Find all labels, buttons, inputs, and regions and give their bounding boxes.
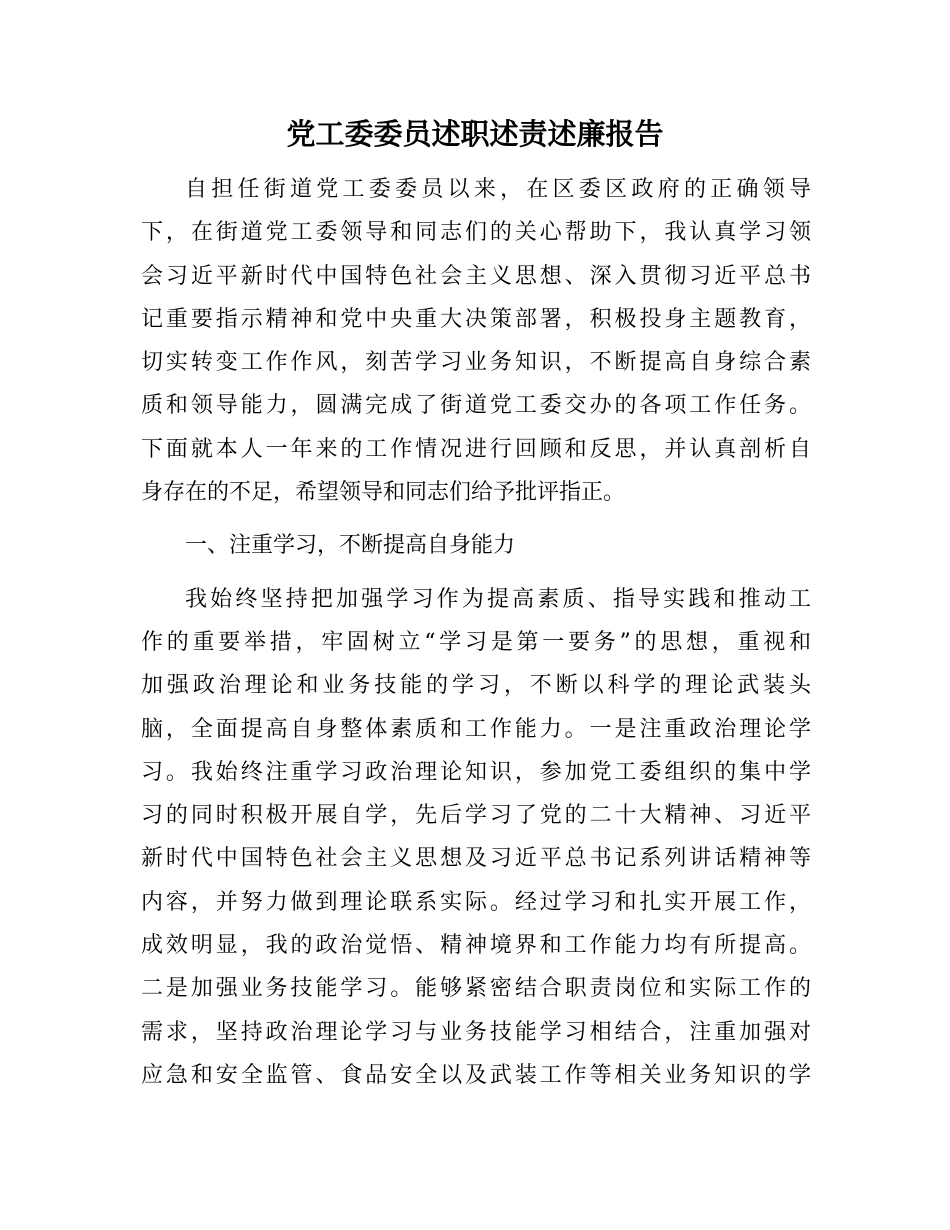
text-line: 需求，坚持政治理论学习与业务技能学习相结合，注重加强对 bbox=[141, 1019, 811, 1045]
text-line: 会习近平新时代中国特色社会主义思想、深入贯彻习近平总书 bbox=[141, 263, 811, 289]
text-line: 记重要指示精神和党中央重大决策部署，积极投身主题教育， bbox=[141, 306, 811, 332]
text-line: 作的重要举措，牢固树立“学习是第一要务”的思想，重视和 bbox=[141, 629, 811, 655]
text-line: 二是加强业务技能学习。能够紧密结合职责岗位和实际工作的 bbox=[141, 976, 811, 1002]
text-line: 身存在的不足，希望领导和同志们给予批评指正。 bbox=[141, 480, 626, 506]
text-line: 内容，并努力做到理论联系实际。经过学习和扎实开展工作， bbox=[141, 889, 811, 915]
text-line: 习的同时积极开展自学，先后学习了党的二十大精神、习近平 bbox=[141, 803, 811, 829]
text-line: 质和领导能力，圆满完成了街道党工委交办的各项工作任务。 bbox=[141, 393, 811, 419]
text-line: 我始终坚持把加强学习作为提高素质、指导实践和推动工 bbox=[185, 586, 811, 612]
text-line: 脑，全面提高自身整体素质和工作能力。一是注重政治理论学 bbox=[141, 716, 811, 742]
text-line: 加强政治理论和业务技能的学习，不断以科学的理论武装头 bbox=[141, 673, 811, 699]
text-line: 下，在街道党工委领导和同志们的关心帮助下，我认真学习领 bbox=[141, 220, 811, 246]
paragraph-study bbox=[141, 578, 811, 1098]
paragraph-intro bbox=[141, 168, 811, 514]
section-heading-text: 一、注重学习，不断提高自身能力 bbox=[185, 533, 516, 559]
text-line: 习。我始终注重学习政治理论知识，参加党工委组织的集中学 bbox=[141, 759, 811, 785]
text-line: 应急和安全监管、食品安全以及武装工作等相关业务知识的学 bbox=[141, 1062, 811, 1088]
text-line: 切实转变工作作风，刻苦学习业务知识，不断提高自身综合素 bbox=[141, 350, 811, 376]
text-line: 成效明显，我的政治觉悟、精神境界和工作能力均有所提高。 bbox=[141, 933, 811, 959]
text-line: 下面就本人一年来的工作情况进行回顾和反思，并认真剖析自 bbox=[141, 436, 811, 462]
text-line: 自担任街道党工委委员以来，在区委区政府的正确领导 bbox=[185, 177, 811, 202]
document-body bbox=[141, 168, 811, 1097]
section-heading bbox=[141, 524, 811, 567]
document-title: 党工委委员述职述责述廉报告 bbox=[286, 117, 664, 151]
text-line: 新时代中国特色社会主义思想及习近平总书记系列讲话精神等 bbox=[141, 846, 811, 872]
